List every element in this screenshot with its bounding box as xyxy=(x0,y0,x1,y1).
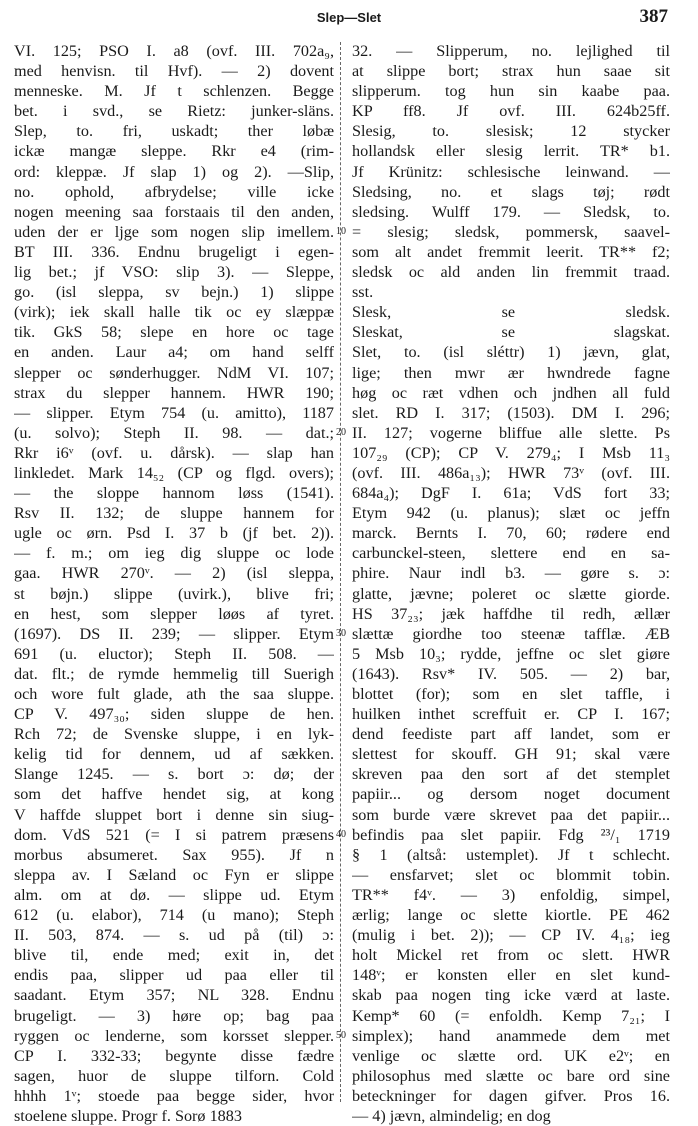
text-line: lig bet.; jf VSO: slip 3). — Sleppe, xyxy=(14,263,334,282)
text-line: blive til, ende med; exit in, det xyxy=(14,946,334,965)
text-line: — f. m.; om ieg dig sluppe oc lode xyxy=(14,544,334,563)
text-line: 32. — Slipperum, no. lejlighed til xyxy=(352,42,670,60)
text-line: marck. Bernts I. 70, 60; rødere end xyxy=(352,524,670,543)
text-line: slipperum. tog hun sin kaabe paa. xyxy=(352,82,670,101)
text-line: at slippe bort; strax hun saae sit xyxy=(352,62,670,81)
text-line: 612 (u. elabor), 714 (u mano); Steph xyxy=(14,906,334,925)
text-line: Kemp* 60 (= enfoldh. Kemp 7₂₁; I xyxy=(352,1006,670,1025)
text-line: Rch 72; de Svenske sluppe, i en lyk- xyxy=(14,725,334,744)
text-line: ord: kleppæ. Jf slap 1) og 2). —Slip, xyxy=(14,162,334,181)
text-line: — ensfarvet; slet oc blommit tobin. xyxy=(352,865,670,884)
text-line: skab paa nogen ting icke værd at laste. xyxy=(352,986,670,1005)
text-line: Slange 1245. — s. bort ɔ: dø; der xyxy=(14,765,334,784)
text-line: sagen, huor de sluppe tilforn. Cold xyxy=(14,1066,334,1085)
text-line: brugeligt. — 3) høre op; bag paa xyxy=(14,1006,334,1025)
text-line: strax du slepper hannem. HWR 190; xyxy=(14,383,334,402)
page-header xyxy=(0,6,698,30)
text-line: morbus absumeret. Sax 955). Jf n xyxy=(14,845,334,864)
column-divider xyxy=(340,42,341,1102)
text-line: V haffde sluppet bort i denne sin siug- xyxy=(14,805,334,824)
text-line: VI. 125; PSO I. a8 (ovf. III. 702a₉, xyxy=(14,42,334,60)
line-number-marker: 20 xyxy=(336,426,346,438)
text-line: § 1 (altså: ustemplet). Jf t schlecht. xyxy=(352,845,670,864)
text-line: II. 503, 874. — s. ud på (til) ɔ: xyxy=(14,926,334,945)
text-line: (1697). DS II. 239; — slipper. Etym xyxy=(14,624,334,643)
text-line: stoelene sluppe. Progr f. Sorø 1883 xyxy=(14,1106,242,1125)
text-line: simplex); hand anammede dem met xyxy=(352,1026,670,1045)
text-line: saadant. Etym 357; NL 328. Endnu xyxy=(14,986,334,1005)
text-line: dend feediste part aff landet, som er xyxy=(352,725,670,744)
text-line: Slesig, to. slesisk; 12 stycker xyxy=(352,122,670,141)
text-line: — 4) jævn, almindelig; en dog xyxy=(352,1106,551,1125)
text-line: — the sloppe hannom løss (1541). xyxy=(14,484,334,503)
text-line: KP ff8. Jf ovf. III. 624b25ff. xyxy=(352,102,670,121)
text-line: 691 (u. eluctor); Steph II. 508. — xyxy=(14,644,334,663)
text-line: ærlig; lange oc slette kiortle. PE 462 xyxy=(352,906,670,925)
line-number-marker: 30 xyxy=(336,627,346,639)
text-line: sledsing. Wulff 179. — Sledsk, to. xyxy=(352,202,670,221)
text-line: HS 37₂₃; jæk haffdhe til redh, ællær xyxy=(352,604,670,623)
text-line: høg oc ræt vdhen och jndhen all fuld xyxy=(352,383,670,402)
text-line: = slesig; sledsk, pommersk, saavel- xyxy=(352,222,670,241)
text-line: blottet (for); som en slet taffle, i xyxy=(352,685,670,703)
text-line: alm. om at dø. — slippe ud. Etym xyxy=(14,885,334,904)
text-line: (1643). Rsv* IV. 505. — 2) bar, xyxy=(352,664,670,683)
text-line: menneske. M. Jf t schlenzen. Begge xyxy=(14,82,334,101)
text-line: 5 Msb 10₃; rydde, jeffne oc slet giøre xyxy=(352,644,670,663)
text-line: ugle oc ørn. Psd I. 37 b (jf bet. 2)). xyxy=(14,524,334,543)
text-line: papiir... og dersom noget document xyxy=(352,785,670,804)
text-line: slettest for skouff. GH 91; skal være xyxy=(352,745,670,764)
text-line: som alt andet fremmit leerit. TR** f2; xyxy=(352,242,670,261)
text-line: BT III. 336. Endnu brugeligt i egen- xyxy=(14,242,334,261)
text-line: st bøjn.) slippe (uvirk.), blive fri; xyxy=(14,584,334,603)
text-line: en anden. Laur a4; om hand selff xyxy=(14,343,334,362)
text-line: glatte, jævne; poleret oc slætte giorde. xyxy=(352,584,670,603)
text-line: gaa. HWR 270ᵛ. — 2) (isl sleppa, xyxy=(14,564,334,583)
text-line: sledsk oc ald anden lin fremmit traad. xyxy=(352,263,670,282)
text-line: ickæ mangæ sleppe. Rkr e4 (rim- xyxy=(14,142,334,161)
text-line: no. ophold, afbrydelse; ville icke xyxy=(14,182,334,201)
text-line: linkledet. Mark 14₅₂ (CP og flgd. overs); xyxy=(14,463,334,482)
text-line: med henvisn. til Hvf). — 2) dovent xyxy=(14,62,334,81)
text-line: Slesk, se sledsk. xyxy=(352,303,670,322)
text-line: slepper oc sønderhugger. NdM VI. 107; xyxy=(14,363,334,382)
text-line: kelig tid for dennem, ud af sækken. xyxy=(14,745,334,764)
text-line: Etym 942 (u. planus); slæt oc jeffn xyxy=(352,504,670,523)
text-line: venlige oc slætte ord. UK e2ᵛ; en xyxy=(352,1046,670,1065)
text-line: Sledsing, no. et slags tøj; rødt xyxy=(352,182,670,201)
text-line: lige; then mwr ær hwndrede fagne xyxy=(352,363,670,382)
text-line: slet. RD I. 317; (1503). DM I. 296; xyxy=(352,403,670,422)
text-line: tik. GkS 58; slepe en hore oc tage xyxy=(14,323,334,342)
text-line: 148ᵛ; er konsten eller en slet kund- xyxy=(352,966,670,985)
text-line: bet. i svd., se Rietz: junker-släns. xyxy=(14,102,334,121)
text-line: befindis paa slet papiir. Fdg ²³/₁ 1719 xyxy=(352,825,670,844)
text-line: beteckninger for dagen gifver. Pros 16. xyxy=(352,1086,670,1105)
text-line: ryggen oc lenderne, som korsset slepper. xyxy=(14,1026,334,1045)
line-number-marker: 10 xyxy=(336,225,346,237)
text-line: holt Mickel ret from oc slett. HWR xyxy=(352,946,670,965)
text-line: (ovf. III. 486a₁₃); HWR 73ᵛ (ovf. III. xyxy=(352,463,670,482)
text-line: sleppa av. I Sæland oc Fyn er slippe xyxy=(14,865,334,884)
text-line: (u. solvo); Steph II. 98. — dat.; xyxy=(14,423,334,442)
text-line: CP V. 497₃₀; siden sluppe de hen. xyxy=(14,705,334,724)
text-line: dat. flt.; de rymde hemmelig till Suerigh xyxy=(14,664,334,683)
text-line: som burde være skrevet paa det papiir... xyxy=(352,805,670,824)
text-line: skreven paa den sort af det stemplet xyxy=(352,765,670,784)
page-number: 387 xyxy=(639,6,668,27)
text-line: Rsv II. 132; de sluppe hannem for xyxy=(14,504,334,523)
text-line: huilken inthet screffuit er. CP I. 167; xyxy=(352,705,670,724)
text-line: Sleskat, se slagskat. xyxy=(352,323,670,342)
text-line: endis paa, slipper ud paa eller til xyxy=(14,966,334,985)
line-number-marker: 50 xyxy=(336,1029,346,1041)
text-line: (virk); iek skall halle tik oc ey slæppæ xyxy=(14,303,334,322)
text-line: go. (isl sleppa, sv bejn.) 1) slippe xyxy=(14,283,334,302)
running-head: Slep—Slet xyxy=(316,10,382,25)
text-line: uden der er ljge som nogen slip imellem. xyxy=(14,222,334,241)
text-line: som det haffve hendet sig, at kong xyxy=(14,785,334,804)
text-line: Slet, to. (isl sléttr) 1) jævn, glat, xyxy=(352,343,670,362)
text-line: — slipper. Etym 754 (u. amitto), 1187 xyxy=(14,403,334,422)
text-line: en hest, som slepper løøs af tyret. xyxy=(14,604,334,623)
text-line: (mulig i bet. 2)); — CP IV. 4₁₈; ieg xyxy=(352,926,670,945)
text-line: II. 127; vogerne bliffue alle slette. Ps xyxy=(352,423,670,442)
line-number-marker: 40 xyxy=(336,828,346,840)
text-line: CP I. 332-33; begynte disse fædre xyxy=(14,1046,334,1065)
text-line: TR** f4ᵛ. — 3) enfoldig, simpel, xyxy=(352,885,670,904)
text-line: Jf Krünitz: schlesische leinwand. — xyxy=(352,162,670,181)
text-line: 684a₄); DgF I. 61a; VdS fort 33; xyxy=(352,484,670,503)
text-line: dom. VdS 521 (= I si patrem præsens xyxy=(14,825,334,844)
text-line: Rkr i6ᵛ (ovf. u. dårsk). — slap han xyxy=(14,443,334,462)
text-line: carbunckel-steen, slettere end en sa- xyxy=(352,544,670,563)
text-line: 107₂₉ (CP); CP V. 279₄; I Msb 11₃ xyxy=(352,443,670,462)
text-line: Slep, to. fri, uskadt; ther løbæ xyxy=(14,122,334,141)
text-line: sst. xyxy=(352,283,374,302)
text-line: och wore fult glade, ath the saa sluppe. xyxy=(14,685,334,703)
left-column xyxy=(14,41,334,1126)
right-column xyxy=(352,41,670,1126)
text-line: slættæ giordhe too steenæ tafflæ. ÆB xyxy=(352,624,670,643)
text-line: nogen meening saa forstaais til den anden, xyxy=(14,202,334,221)
text-line: philosophus med slætte oc bare ord sine xyxy=(352,1066,670,1085)
text-line: hhhh 1ᵛ; stoede paa begge sider, hvor xyxy=(14,1086,334,1105)
text-line: hollandsk eller slesig lerrit. TR* b1. xyxy=(352,142,670,161)
text-line: phire. Naur indl b3. — gøre s. ɔ: xyxy=(352,564,670,583)
